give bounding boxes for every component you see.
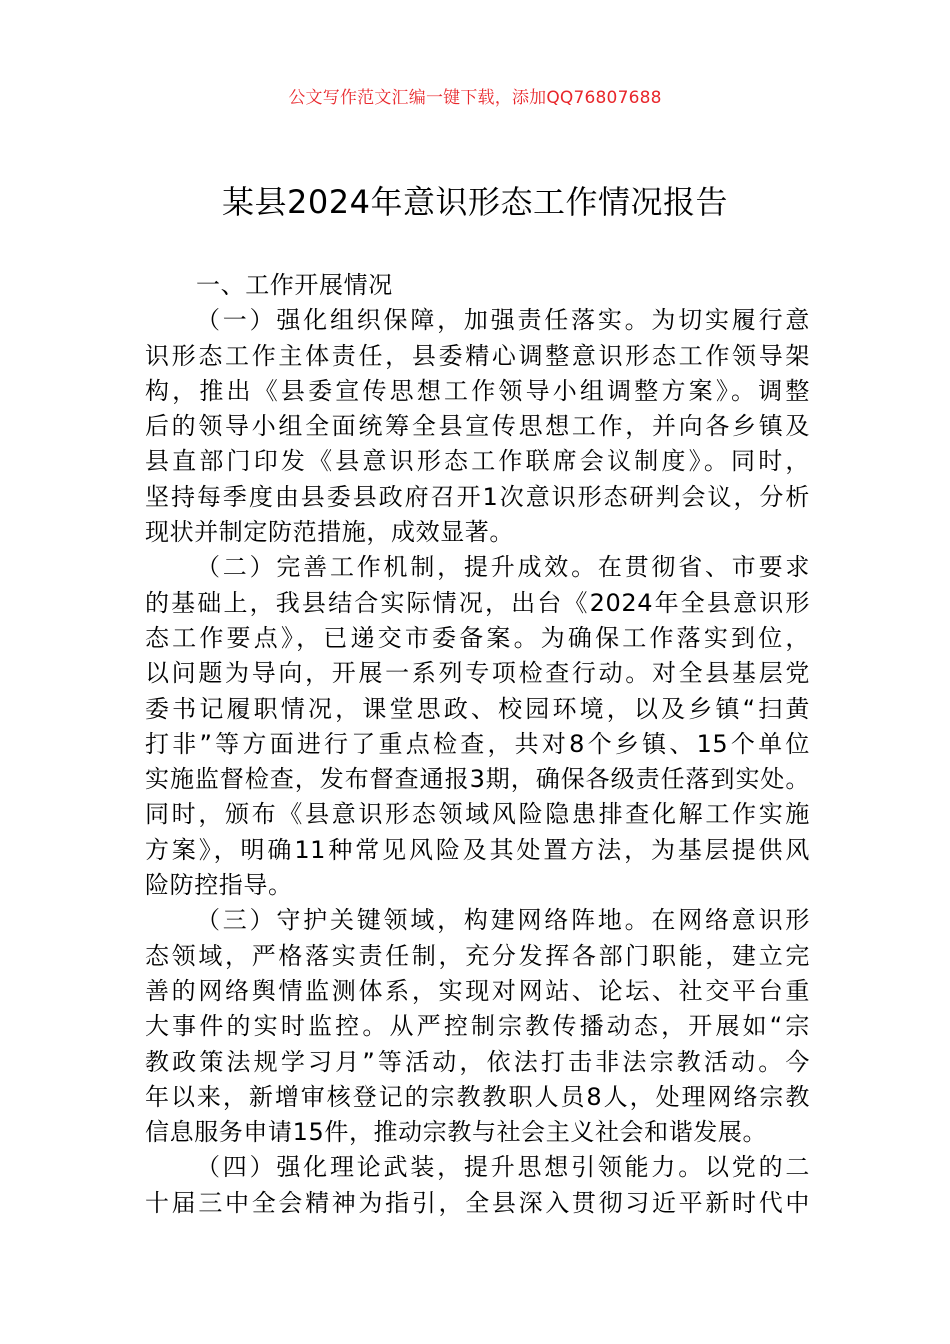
paragraph-4-line: 十届三中全会精神为指引，全县深入贯彻习近平新时代中 [145, 1188, 810, 1217]
paragraph-4-line: （四）强化理论武装，提升思想引领能力。以党的二 [196, 1153, 810, 1182]
paragraph-3-line: 大事件的实时监控。从严控制宗教传播动态，开展如“宗 [145, 1012, 810, 1041]
paragraph-2-line: 以问题为导向，开展一系列专项检查行动。对全县基层党 [145, 659, 810, 688]
paragraph-1-line: （一）强化组织保障，加强责任落实。为切实履行意 [196, 306, 810, 335]
paragraph-3-line: 信息服务申请15件，推动宗教与社会主义社会和谐发展。 [145, 1118, 768, 1147]
download-banner: 公文写作范文汇编一键下载，添加QQ76807688 [288, 88, 662, 108]
paragraph-3-line: 教政策法规学习月”等活动，依法打击非法宗教活动。今 [145, 1047, 810, 1076]
paragraph-2-line: 委书记履职情况，课堂思政、校园环境，以及乡镇“扫黄 [145, 694, 810, 723]
paragraph-1-line: 坚持每季度由县委县政府召开1次意识形态研判会议，分析 [145, 482, 810, 511]
paragraph-2-line: 险防控指导。 [145, 871, 293, 900]
paragraph-2-line: 打非”等方面进行了重点检查，共对8个乡镇、15个单位 [145, 729, 810, 758]
paragraph-1-line: 识形态工作主体责任，县委精心调整意识形态工作领导架 [145, 341, 810, 370]
paragraph-1-line: 后的领导小组全面统筹全县宣传思想工作，并向各乡镇及 [145, 412, 810, 441]
paragraph-3-line: 善的网络舆情监测体系，实现对网站、论坛、社交平台重 [145, 976, 810, 1005]
paragraph-2-line: 的基础上，我县结合实际情况，出台《2024年全县意识形 [145, 588, 810, 617]
paragraph-1-line: 县直部门印发《县意识形态工作联席会议制度》。同时， [145, 447, 810, 476]
paragraph-3-line: 态领域，严格落实责任制，充分发挥各部门职能，建立完 [145, 941, 810, 970]
paragraph-3-line: （三）守护关键领域，构建网络阵地。在网络意识形 [196, 906, 810, 935]
paragraph-1-line: 现状并制定防范措施，成效显著。 [145, 518, 514, 547]
document-title: 某县2024年意识形态工作情况报告 [222, 183, 728, 221]
paragraph-2-line: 同时，颁布《县意识形态领域风险隐患排查化解工作实施 [145, 800, 810, 829]
paragraph-3-line: 年以来，新增审核登记的宗教教职人员8人，处理网络宗教 [145, 1082, 810, 1111]
paragraph-2-line: 态工作要点》，已递交市委备案。为确保工作落实到位， [145, 623, 810, 652]
document-body [145, 268, 810, 1221]
paragraph-2-line: 实施监督检查，发布督查通报3期，确保各级责任落到实处。 [145, 765, 810, 794]
paragraph-2-line: （二）完善工作机制，提升成效。在贯彻省、市要求 [196, 553, 810, 582]
paragraph-1-line: 构，推出《县委宣传思想工作领导小组调整方案》。调整 [145, 376, 810, 405]
section-heading: 一、工作开展情况 [196, 271, 393, 299]
paragraph-2-line: 方案》，明确11种常见风险及其处置方法，为基层提供风 [145, 835, 810, 864]
